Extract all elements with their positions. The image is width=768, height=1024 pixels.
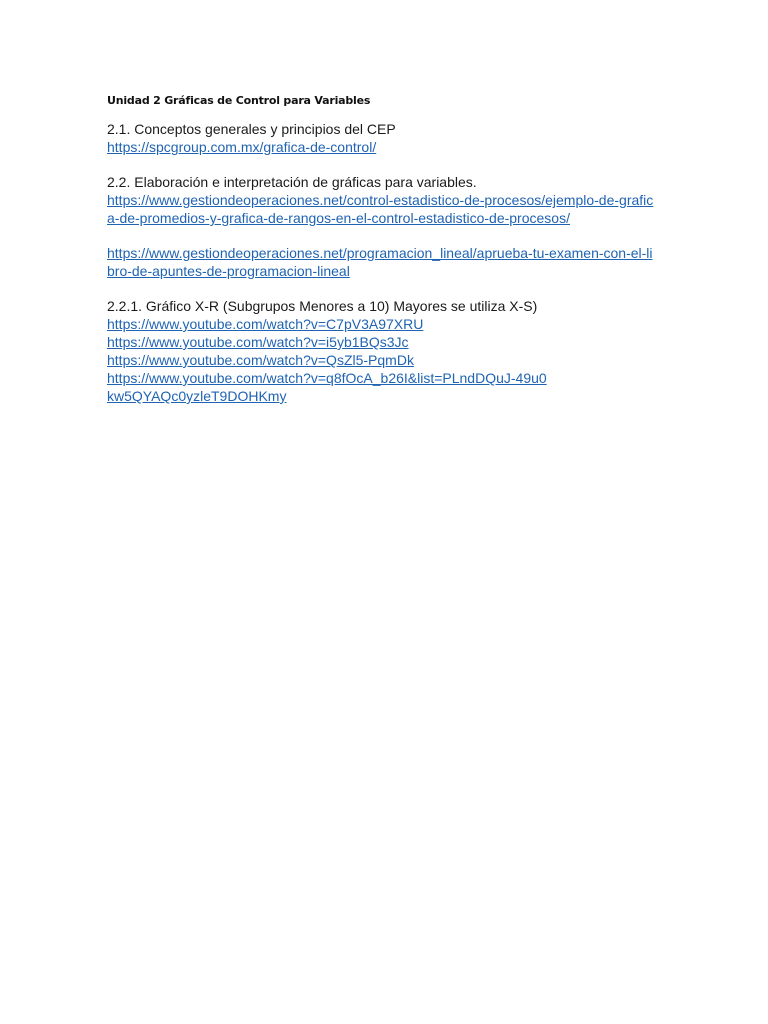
youtube-link-1[interactable]: https://www.youtube.com/watch?v=C7pV3A97XRU [107,316,424,332]
youtube-link-4[interactable]: https://www.youtube.com/watch?v=q8fOcA_b26I&list=PLndDQuJ-49u0kw5QYAQc0yzleT9DOHKmy [107,370,547,404]
section-heading: 2.2. Elaboración e interpretación de gráficas para variables. [107,174,477,190]
section-heading: 2.2.1. Gráfico X-R (Subgrupos Menores a 10) Mayores se utiliza X-S) [107,298,538,314]
section-conceptos [107,120,667,156]
section-programacion [107,244,667,280]
document-title: Unidad 2 Gráficas de Control para Variables [107,94,371,107]
youtube-link-3[interactable]: https://www.youtube.com/watch?v=QsZl5-PqmDk [107,352,414,368]
section-heading: 2.1. Conceptos generales y principios del CEP [107,121,396,137]
youtube-link-2[interactable]: https://www.youtube.com/watch?v=i5yb1BQs3Jc [107,334,409,350]
section-grafico-xr [107,297,667,405]
gestiondeoperaciones-programacion-link[interactable]: https://www.gestiondeoperaciones.net/programacion_lineal/aprueba-tu-examen-con-el-libro-de-apuntes-de-programacion-lineal [107,245,653,279]
gestiondeoperaciones-control-link[interactable]: https://www.gestiondeoperaciones.net/control-estadistico-de-procesos/ejemplo-de-grafica-de-promedios-y-grafica-de-rangos-en-el-control-estadistico-de-procesos/ [107,192,654,226]
spcgroup-link[interactable]: https://spcgroup.com.mx/grafica-de-control/ [107,139,377,155]
document-content [107,94,667,422]
section-elaboracion [107,173,667,227]
